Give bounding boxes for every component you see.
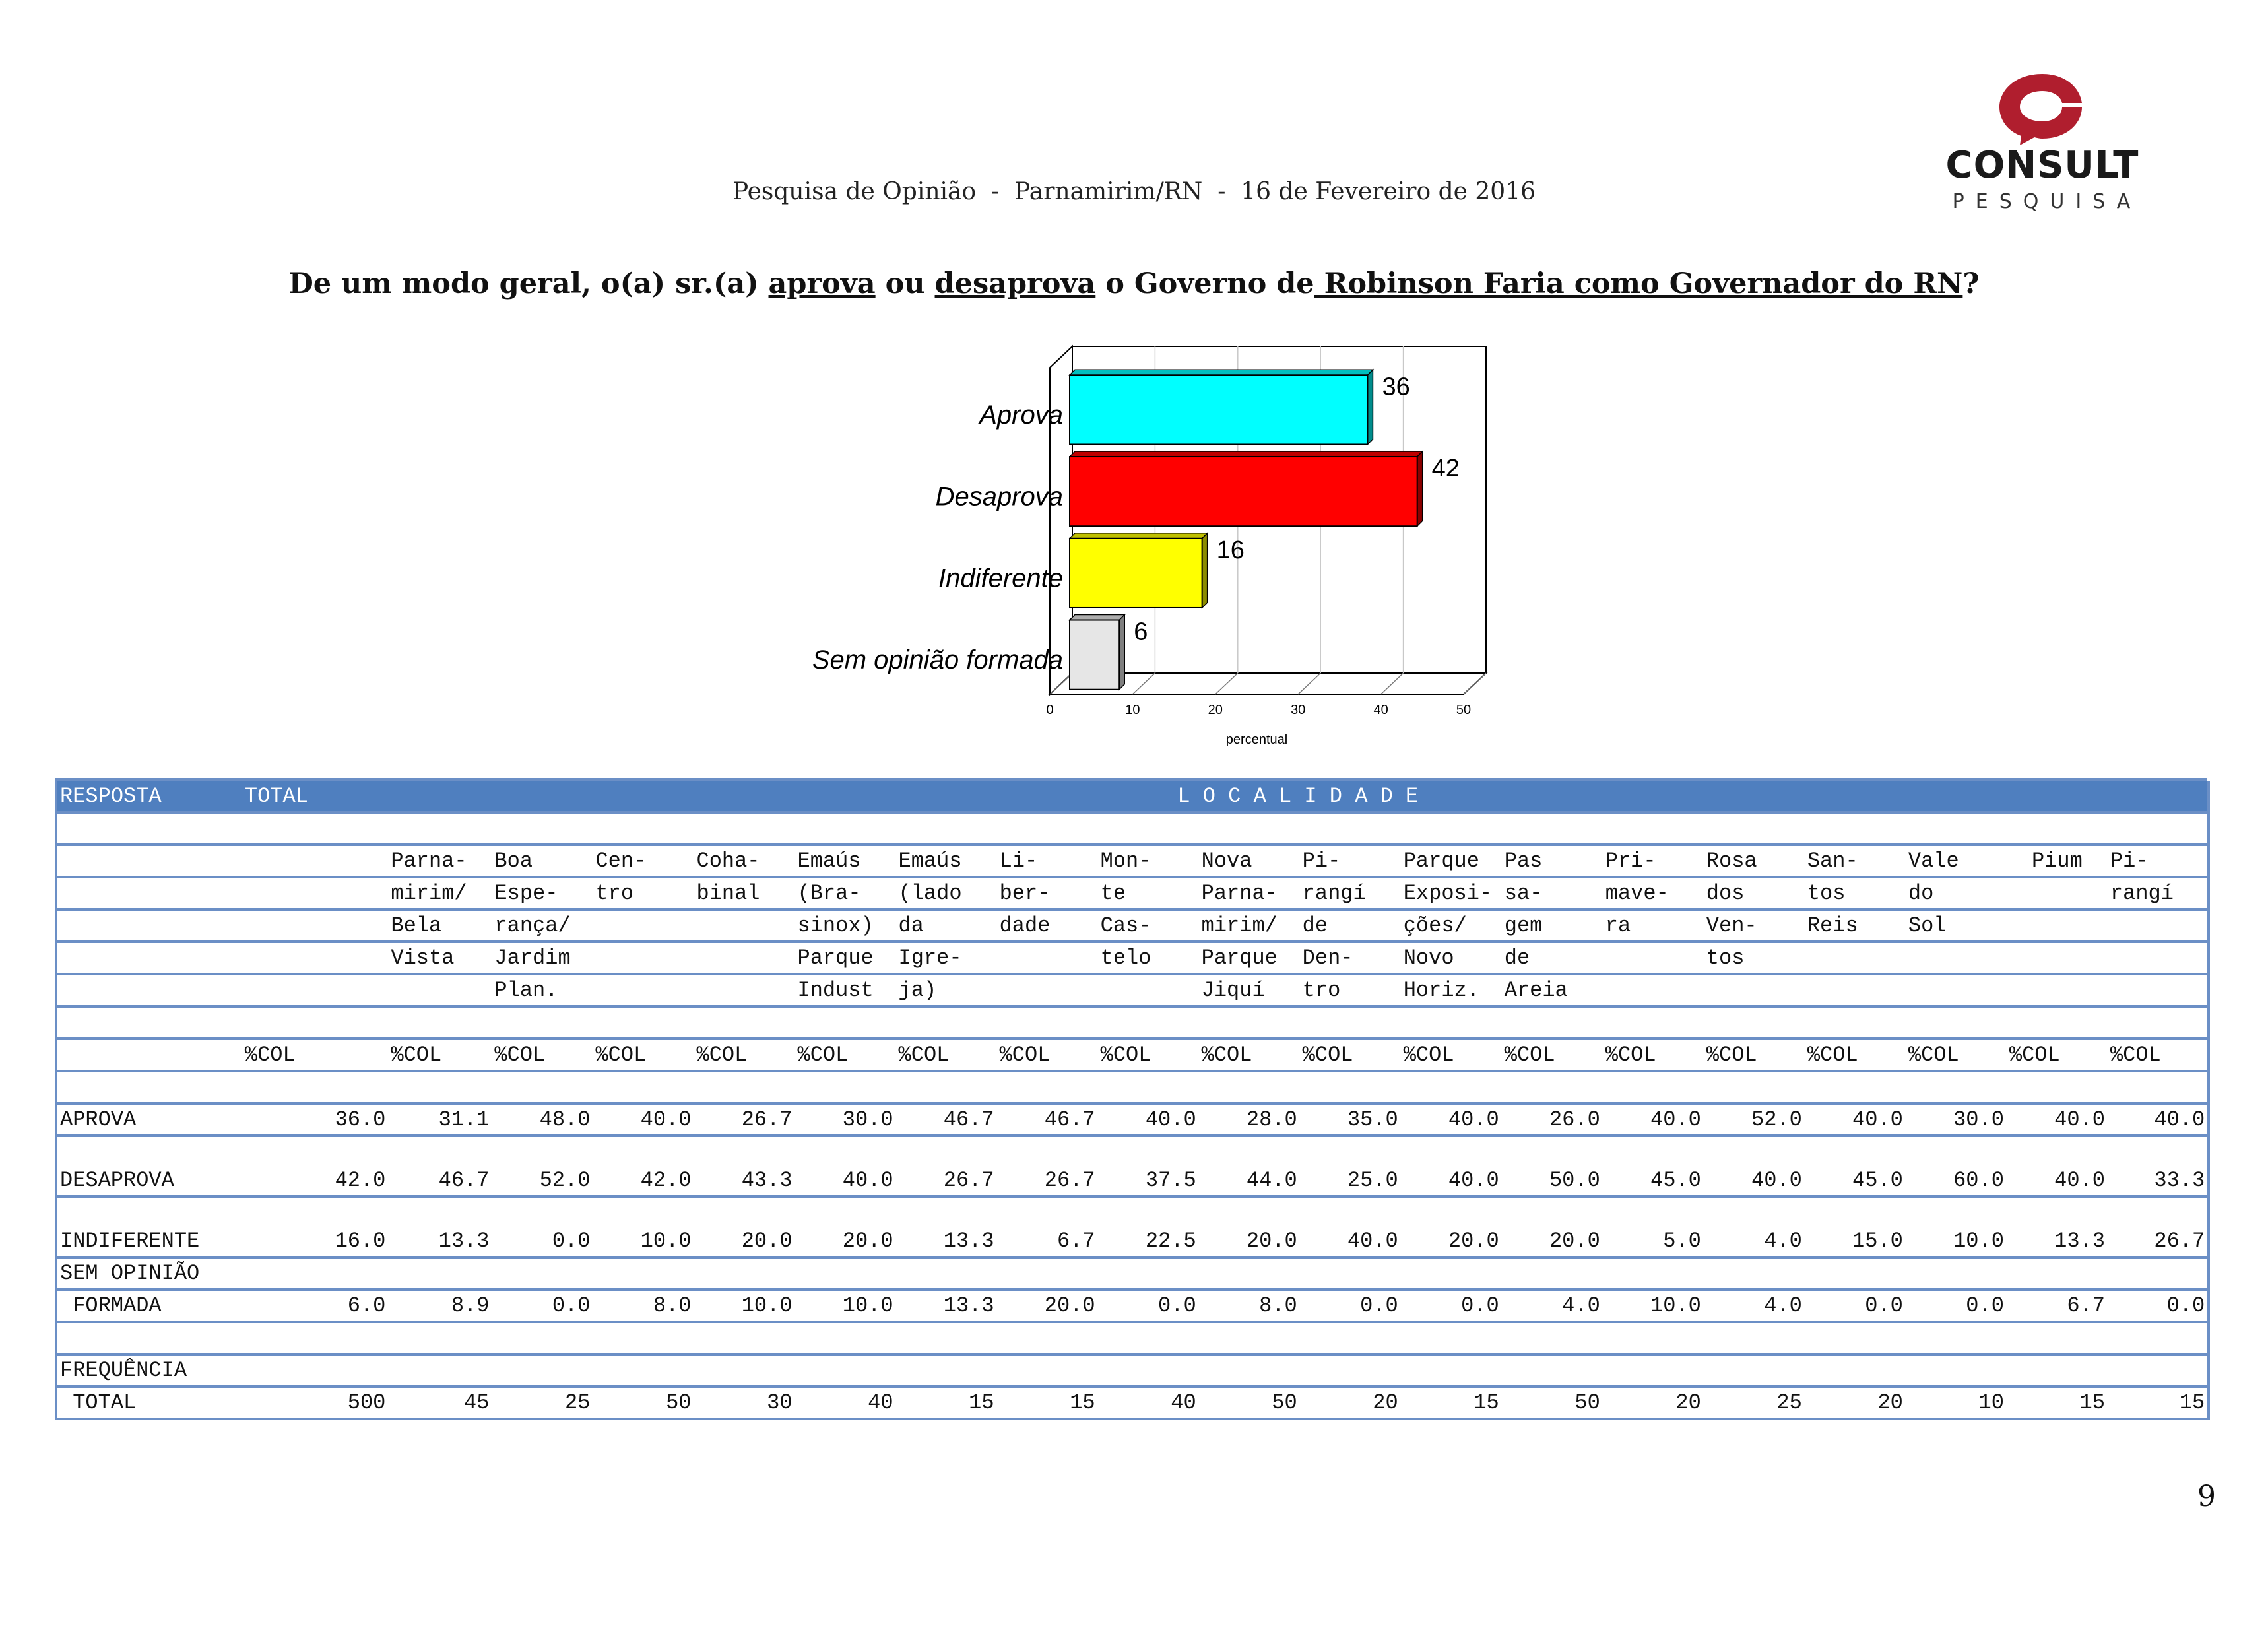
row-value: 35.0 [1347,1107,1398,1132]
row-value: 30 [767,1391,793,1415]
row-value: 52.0 [539,1168,591,1193]
row-value: 40.0 [1852,1107,1903,1132]
chart-bar [1070,539,1202,608]
locality-name-cell [1603,974,1704,1006]
chart-category-label: Indiferente [938,564,1063,593]
row-value: 0.0 [552,1229,591,1253]
row-value: 33.3 [2154,1168,2205,1193]
row-value: 26.7 [741,1107,793,1132]
row-label: FREQUÊNCIA [60,1358,187,1383]
row-value: 40 [868,1391,893,1415]
row-value: 10.0 [1953,1229,2004,1253]
row-value: 37.5 [1145,1168,1196,1193]
row-value: 15 [969,1391,994,1415]
row-value: 26.7 [2154,1229,2205,1253]
chart-bar-side [1367,370,1373,444]
table-cell [56,974,242,1006]
row-value: 0.0 [1966,1293,2004,1318]
row-value: 6.7 [1057,1229,1095,1253]
locality-name-cell: Plan. [494,978,558,1002]
locality-name-cell: Rosa [1706,849,1757,873]
col-label-cell: %COL [391,1043,442,1067]
locality-name-cell: Reis [1807,913,1858,938]
chart-x-tick-label: 30 [1291,703,1306,717]
row-value: 4.0 [1562,1293,1600,1318]
chart-data-label: 42 [1431,455,1460,483]
chart-category-label: Desaprova [935,482,1063,511]
locality-name-cell: rangí [1302,881,1366,905]
locality-name-cell: Bela [391,913,442,938]
locality-name-cell: Boa [494,849,533,873]
locality-name-cell: Coha- [696,849,760,873]
locality-name-cell [2108,942,2209,974]
row-value: 10.0 [741,1293,793,1318]
row-value: 20.0 [1549,1229,1600,1253]
row-value: 30.0 [842,1107,893,1132]
locality-name-cell: dos [1706,881,1745,905]
locality-name-cell: Horiz. [1403,978,1479,1002]
locality-name-cell: Igre- [898,946,962,970]
row-value: 8.0 [653,1293,692,1318]
crosstab-table [55,781,2210,1420]
row-value: 46.7 [438,1168,490,1193]
row-label: DESAPROVA [60,1168,174,1193]
sem-opiniao-label-row [56,1257,2209,1290]
table-blank-row [56,1322,2209,1354]
locality-name-cell [1098,974,1199,1006]
locality-name-cell: binal [696,881,760,905]
col-label-cell: %COL [1100,1043,1151,1067]
locality-name-cell [593,909,694,942]
row-value: 50 [1574,1391,1600,1415]
row-value: 46.7 [943,1107,994,1132]
locality-name-cell: Pi- [1302,849,1341,873]
col-label-cell: %COL [1807,1043,1858,1067]
row-value: 10.0 [1650,1293,1701,1318]
row-value: 45.0 [1852,1168,1903,1193]
locality-name-cell: Areia [1504,978,1568,1002]
row-value: 20.0 [1448,1229,1499,1253]
question-desaprova: desaprova [934,267,1096,300]
row-label: TOTAL [60,1391,137,1415]
locality-name-cell: Vale [1908,849,1959,873]
locality-header-row [56,845,2209,877]
col-label-total: %COL [244,1043,296,1067]
row-total: 6.0 [347,1293,386,1318]
frequencia-row [56,1387,2209,1419]
header-total: TOTAL [244,783,308,808]
row-total: 16.0 [335,1229,386,1253]
table-cell [56,909,242,942]
locality-name-cell: Nova [1201,849,1252,873]
locality-name-cell: mirim/ [1201,913,1278,938]
row-value: 30.0 [1953,1107,2004,1132]
locality-name-cell [1704,974,1805,1006]
row-value: 13.3 [943,1293,994,1318]
row-value: 20.0 [1044,1293,1095,1318]
locality-name-cell [2108,974,2209,1006]
locality-header-row [56,942,2209,974]
frequencia-label-row [56,1354,2209,1387]
chart-bar-side [1119,615,1124,690]
locality-name-cell [2007,974,2108,1006]
locality-name-cell: ra [1605,913,1631,938]
row-label: SEM OPINIÃO [60,1261,200,1286]
table-cell [242,1257,2209,1290]
row-value: 50 [1272,1391,1297,1415]
row-value: 25 [1776,1391,1802,1415]
row-value: 0.0 [552,1293,591,1318]
row-value: 40.0 [640,1107,692,1132]
locality-name-cell: Jardim [494,946,571,970]
data-row [56,1136,2209,1196]
locality-name-cell: Cen- [595,849,647,873]
locality-name-cell: te [1100,881,1126,905]
row-value: 0.0 [2166,1293,2205,1318]
chart-x-tick-label: 40 [1373,703,1388,717]
table-cell [242,909,388,942]
locality-name-cell [2007,942,2108,974]
locality-name-cell [1603,942,1704,974]
chart-bar [1070,620,1119,690]
locality-name-cell: Parque [797,946,874,970]
row-value: 40.0 [2054,1168,2105,1193]
row-value: 26.7 [943,1168,994,1193]
chart-data-label: 36 [1382,373,1410,401]
col-label-cell: %COL [999,1043,1051,1067]
row-value: 40.0 [1448,1168,1499,1193]
question-aprova: aprova [768,267,876,300]
table-cell [242,974,388,1006]
col-label-cell: %COL [2009,1043,2060,1067]
row-value: 40.0 [842,1168,893,1193]
row-value: 0.0 [1360,1293,1398,1318]
locality-name-cell: (lado [898,881,962,905]
locality-name-cell: Pas [1504,849,1543,873]
locality-name-cell: Mon- [1100,849,1151,873]
row-value: 20.0 [842,1229,893,1253]
row-value: 13.3 [2054,1229,2105,1253]
chart-x-tick-label: 0 [1046,703,1054,717]
row-value: 8.9 [451,1293,490,1318]
col-label-cell: %COL [595,1043,647,1067]
row-value: 13.3 [943,1229,994,1253]
locality-name-cell: Sol [1908,913,1947,938]
locality-name-cell: Jiquí [1201,978,1265,1002]
chart-x-axis-label: percentual [1225,733,1288,747]
row-value: 20.0 [1246,1229,1297,1253]
row-value: 8.0 [1259,1293,1297,1318]
row-value: 40.0 [2054,1107,2105,1132]
locality-name-cell: Emaús [797,849,861,873]
locality-name-cell: mirim/ [391,881,467,905]
question-part1: De um modo geral, o(a) sr.(a) [288,267,769,300]
row-value: 15 [1070,1391,1095,1415]
locality-name-cell [388,974,492,1006]
row-value: 4.0 [1764,1229,1802,1253]
locality-name-cell: Pium [2032,849,2083,873]
col-label-cell: %COL [1504,1043,1555,1067]
locality-name-cell: da [898,913,924,938]
header-localidade: L O C A L I D A D E [1177,783,1419,808]
row-value: 15 [2079,1391,2105,1415]
locality-name-cell: Vista [391,946,455,970]
row-value: 52.0 [1751,1107,1802,1132]
row-value: 40 [1171,1391,1196,1415]
table-blank-row [56,1071,2209,1103]
locality-name-cell: (Bra- [797,881,861,905]
row-value: 15.0 [1852,1229,1903,1253]
locality-name-cell: tos [1807,881,1846,905]
locality-name-cell: Emaús [898,849,962,873]
row-value: 15 [1474,1391,1499,1415]
row-value: 0.0 [1865,1293,1903,1318]
locality-name-cell: Pi- [2110,849,2149,873]
row-value: 22.5 [1145,1229,1196,1253]
col-label-cell: %COL [1302,1043,1353,1067]
locality-name-cell [1805,942,1906,974]
bar-chart-svg [726,337,1584,759]
locality-name-cell: gem [1504,913,1543,938]
row-value: 40.0 [2154,1107,2205,1132]
locality-header-row [56,909,2209,942]
locality-name-cell: tro [1302,978,1341,1002]
data-row [56,1196,2209,1257]
row-label: APROVA [60,1107,137,1132]
chart-x-tick-label: 20 [1208,703,1223,717]
row-value: 44.0 [1246,1168,1297,1193]
locality-name-cell: Parna- [1201,881,1278,905]
logo-subtitle: PESQUISA [1952,190,2142,213]
table-cell [56,845,242,877]
row-value: 6.7 [2067,1293,2105,1318]
chart-x-tick-label: 50 [1456,703,1472,717]
locality-name-cell: Indust [797,978,874,1002]
row-value: 20 [1877,1391,1903,1415]
logo-speech-bubble-icon [1937,66,2148,145]
locality-name-cell: Li- [999,849,1038,873]
question-subject: Robinson Faria como Governador do RN [1314,267,1963,300]
chart-bar-top [1070,615,1124,620]
row-value: 25.0 [1347,1168,1398,1193]
chart-x-tick-label: 10 [1125,703,1140,717]
row-value: 4.0 [1764,1293,1802,1318]
chart-bar-top [1070,370,1373,375]
question-title [0,267,2268,300]
row-total: 42.0 [335,1168,386,1193]
locality-name-cell [593,974,694,1006]
locality-name-cell [694,942,794,974]
row-value: 10 [1978,1391,2004,1415]
locality-name-cell: Parna- [391,849,467,873]
row-value: 15 [2179,1391,2205,1415]
col-label-row [56,1039,2209,1071]
col-label-cell: %COL [1201,1043,1252,1067]
row-value: 0.0 [1461,1293,1499,1318]
row-value: 26.7 [1044,1168,1095,1193]
chart-category-label: Sem opinião formada [812,645,1063,675]
locality-name-cell: ja) [898,978,937,1002]
locality-name-cell: de [1504,946,1530,970]
locality-name-cell: ber- [999,881,1051,905]
table-blank-row [56,812,2209,845]
header-resposta: RESPOSTA [60,783,162,808]
locality-name-cell [593,942,694,974]
col-label-cell: %COL [898,1043,950,1067]
row-label: INDIFERENTE [60,1229,200,1253]
row-value: 20 [1373,1391,1398,1415]
question-end: ? [1962,267,1980,300]
question-part2: o Governo de [1095,267,1314,300]
locality-name-cell: Ven- [1706,913,1757,938]
locality-header-row [56,974,2209,1006]
table-blank-cell [56,1006,2209,1039]
locality-name-cell [997,942,1098,974]
col-label-cell: %COL [1605,1043,1656,1067]
table-blank-cell [56,812,2209,845]
chart-data-label: 6 [1134,618,1148,646]
table-cell [56,877,242,909]
locality-name-cell [2108,909,2209,942]
logo-wordmark: CONSULT [1945,144,2139,187]
col-label-cell: %COL [1403,1043,1454,1067]
table-header-row [56,781,2209,812]
chart-category-label: Aprova [979,400,1063,430]
locality-name-cell [2007,877,2108,909]
row-value: 13.3 [438,1229,490,1253]
locality-name-cell [1906,942,2007,974]
row-value: 46.7 [1044,1107,1095,1132]
row-value: 5.0 [1663,1229,1701,1253]
locality-name-cell: Pri- [1605,849,1656,873]
row-value: 40.0 [1448,1107,1499,1132]
locality-name-cell: de [1302,913,1328,938]
chart-bar [1070,375,1367,444]
row-label: FORMADA [60,1293,162,1318]
locality-header-row [56,877,2209,909]
col-label-cell: %COL [1706,1043,1757,1067]
table-blank-row [56,1006,2209,1039]
row-value: 50.0 [1549,1168,1600,1193]
row-value: 40.0 [1145,1107,1196,1132]
locality-name-cell [2007,909,2108,942]
table-cell [242,1354,2209,1387]
locality-name-cell: do [1908,881,1934,905]
row-value: 26.0 [1549,1107,1600,1132]
row-total: 500 [347,1391,386,1415]
chart-side-wall [1050,346,1072,694]
page-number: 9 [2197,1480,2216,1513]
row-value: 43.3 [741,1168,793,1193]
locality-name-cell: rangí [2110,881,2174,905]
col-label-cell: %COL [494,1043,546,1067]
row-value: 42.0 [640,1168,692,1193]
row-value: 48.0 [539,1107,591,1132]
header-title: Pesquisa de Opinião - Parnamirim/RN - 16 de Fevereiro de 2016 [732,178,1536,205]
row-value: 40.0 [1650,1107,1701,1132]
locality-name-cell: ções/ [1403,913,1467,938]
locality-name-cell: Exposi- [1403,881,1493,905]
locality-name-cell [1805,974,1906,1006]
chart-bar-top [1070,533,1208,539]
row-value: 10.0 [842,1293,893,1318]
locality-name-cell: telo [1100,946,1151,970]
results-table [55,778,2207,1420]
chart-bar [1070,457,1417,526]
locality-name-cell: Parque [1403,849,1479,873]
sem-opiniao-row [56,1290,2209,1322]
locality-name-cell: dade [999,913,1051,938]
row-value: 45 [464,1391,490,1415]
locality-name-cell: tos [1706,946,1745,970]
table-cell [56,942,242,974]
table-cell [242,845,388,877]
row-value: 40.0 [1751,1168,1802,1193]
locality-name-cell: mave- [1605,881,1669,905]
table-cell [242,942,388,974]
locality-name-cell: San- [1807,849,1858,873]
locality-name-cell: Novo [1403,946,1454,970]
row-value: 60.0 [1953,1168,2004,1193]
question-ou: ou [875,267,935,300]
locality-name-cell: sa- [1504,881,1543,905]
table-blank-cell [56,1071,2209,1103]
col-label-cell: %COL [1908,1043,1959,1067]
table-cell [242,877,388,909]
table-cell [56,1039,242,1071]
col-label-cell: %COL [696,1043,748,1067]
locality-name-cell: Parque [1201,946,1278,970]
chart-bar-side [1417,451,1423,526]
document-header [0,178,2268,205]
row-value: 28.0 [1246,1107,1297,1132]
row-value: 20.0 [741,1229,793,1253]
locality-name-cell [694,974,794,1006]
locality-name-cell [997,974,1098,1006]
locality-name-cell: tro [595,881,634,905]
chart-bar-top [1070,451,1423,457]
locality-name-cell: rança/ [494,913,571,938]
locality-name-cell [694,909,794,942]
locality-name-cell: sinox) [797,913,874,938]
data-row [56,1103,2209,1136]
locality-name-cell: Espe- [494,881,558,905]
row-value: 31.1 [438,1107,490,1132]
col-label-cell: %COL [797,1043,849,1067]
table-blank-cell [56,1322,2209,1354]
row-value: 20 [1675,1391,1701,1415]
locality-name-cell: Den- [1302,946,1353,970]
row-value: 45.0 [1650,1168,1701,1193]
chart-bar-side [1202,533,1208,608]
chart-data-label: 16 [1216,536,1245,564]
row-total: 36.0 [335,1107,386,1132]
col-label-cell: %COL [2110,1043,2161,1067]
locality-name-cell [1906,974,2007,1006]
row-value: 10.0 [640,1229,692,1253]
row-value: 0.0 [1158,1293,1196,1318]
bar-chart [726,337,1584,762]
locality-name-cell: Cas- [1100,913,1151,938]
row-value: 25 [565,1391,591,1415]
row-value: 50 [666,1391,692,1415]
row-value: 40.0 [1347,1229,1398,1253]
